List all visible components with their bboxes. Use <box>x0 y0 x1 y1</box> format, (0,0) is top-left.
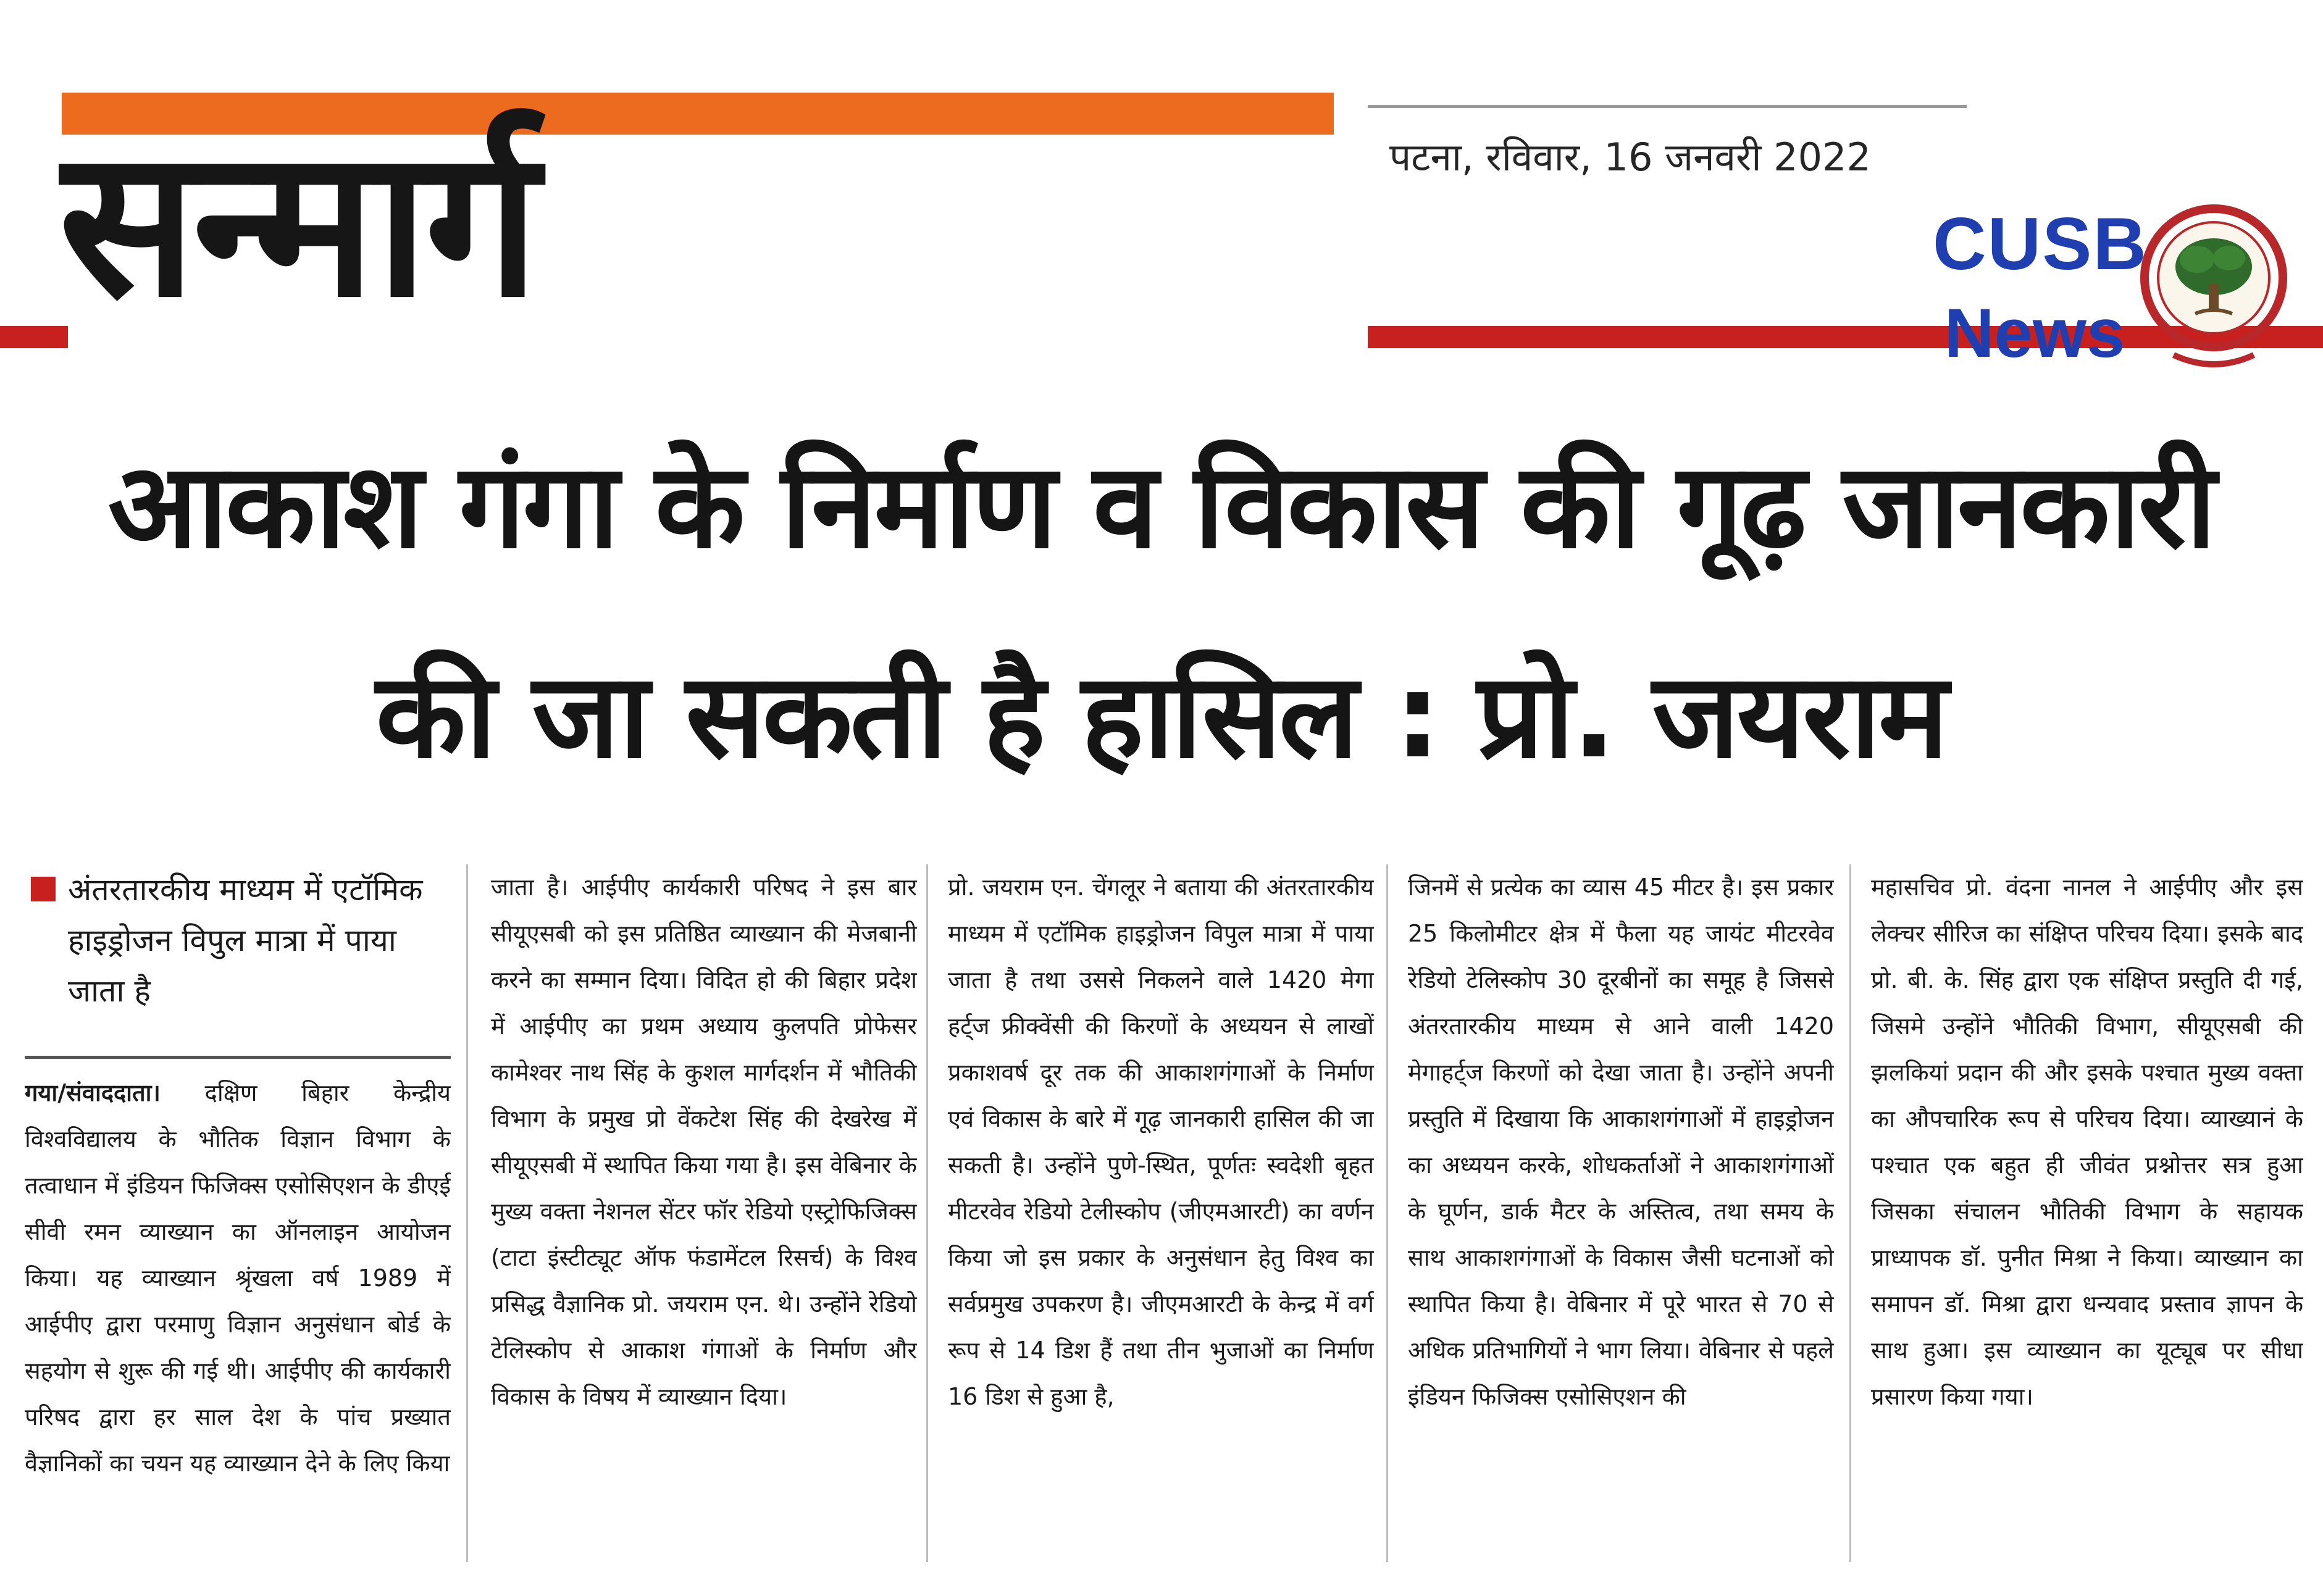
dateline-rule <box>1368 105 1967 108</box>
column-divider <box>1386 864 1388 1562</box>
column-divider <box>926 864 928 1562</box>
dateline: पटना, रविवार, 16 जनवरी 2022 <box>1389 135 1871 180</box>
article-column-1 <box>25 864 451 1568</box>
column-divider <box>1849 864 1851 1562</box>
university-seal-tree-icon <box>2137 198 2291 377</box>
deck-bullet-icon <box>31 877 56 901</box>
column-text: दक्षिण बिहार केन्द्रीय विश्वविद्यालय के भौतिक विज्ञान विभाग के तत्वाधान में इंडियन फिजिक्स एसोसिएशन के डीएई सीवी रमन व्याख्यान का ऑनलाइन आयोजन किया। यह व्याख्यान श्रृंखला वर्ष 1989 में आईपीए द्वारा परमाणु विज्ञान अनुसंधान बोर्ड के सहयोग से शुरू की गई थी। आईपीए की कार्यकारी परिषद द्वारा हर साल देश के पांच प्रख्यात वैज्ञानिकों का चयन यह व्याख्यान देने के लिए किया <box>25 1079 451 1477</box>
column-text: जिनमें से प्रत्येक का व्यास 45 मीटर है। इस प्रकार 25 किलोमीटर क्षेत्र में फैला यह जायंट मीटरवेव रेडियो टेलिस्कोप 30 दूरबीनों का समूह है जिससे अंतरतारकीय माध्यम से आने वाली 1420 मेगाहर्ट्ज किरणों को देखा जाता है। उन्होंने अपनी प्रस्तुति में दिखाया कि आकाशगंगाओं में हाइड्रोजन का अध्ययन करके, शोधकर्ताओं ने आकाशगंगाओं के घूर्णन, डार्क मैटर के अस्तित्व, तथा समय के साथ आकाशगंगाओं के विकास जैसी घटनाओं को स्थापित किया है। वेबिनार में पूरे भारत से 70 से अधिक प्रतिभागियों ने भाग लिया। वेबिनार से पहले इंडियन फिजिक्स एसोसिएशन की <box>1408 874 1834 1410</box>
column-divider <box>466 864 468 1562</box>
cusb-news-wordmark <box>1933 198 2148 377</box>
deck-text: अंतरतारकीय माध्यम में एटॉमिक हाइड्रोजन विपुल मात्रा में पाया जाता है <box>68 872 423 1009</box>
article-column-5 <box>1871 864 2303 1568</box>
masthead-red-rule-left <box>0 326 68 348</box>
headline-line-1: आकाश गंगा के निर्माण व विकास की गूढ़ जानकारी <box>107 438 2214 574</box>
headline-line-2: की जा सकती है हासिल : प्रो. जयराम <box>375 648 1946 784</box>
cusb-news-logo <box>1933 198 2266 383</box>
article-deck <box>25 864 451 1050</box>
article-body-text <box>25 1070 451 1487</box>
newspaper-masthead-title: सन्मार्ग <box>59 102 536 342</box>
byline: गया/संवाददाता। <box>25 1079 161 1106</box>
column-text: प्रो. जयराम एन. चेंगलूर ने बताया की अंतरतारकीय माध्यम में एटॉमिक हाइड्रोजन विपुल मात्रा में पाया जाता है तथा उससे निकलने वाले 1420 मेगा हर्ट्ज फ्रीक्वेंसी की किरणों के अध्ययन से लाखों प्रकाशवर्ष दूर तक की आकाशगंगाओं के निर्माण एवं विकास के बारे में गूढ़ जानकारी हासिल की जा सकती है। उन्होंने पुणे-स्थित, पूर्णतः स्वदेशी बृहत मीटरवेव रेडियो टेलीस्कोप (जीएमआरटी) का वर्णन किया जो इस प्रकार के अनुसंधान हेतु विश्व का सर्वप्रमुख उपकरण है। जीएमआरटी के केन्द्र में वर्ग रूप से 14 डिश हैं तथा तीन भुजाओं का निर्माण 16 डिश से हुआ है, <box>948 874 1374 1410</box>
article-column-3 <box>948 864 1374 1568</box>
article-column-4 <box>1408 864 1834 1568</box>
news-label: News <box>1944 295 2125 372</box>
deck-divider <box>25 1056 451 1059</box>
article-column-2 <box>491 864 917 1568</box>
column-text: महासचिव प्रो. वंदना नानल ने आईपीए और इस लेक्चर सीरिज का संक्षिप्त परिचय दिया। इसके बाद प्रो. बी. के. सिंह द्वारा एक संक्षिप्त प्रस्तुति दी गई, जिसमे उन्होंने भौतिकी विभाग, सीयूएसबी की झलकियां प्रदान की और इसके पश्चात मुख्य वक्ता का औपचारिक रूप से परिचय दिया। व्याख्यानं के पश्चात एक बहुत ही जीवंत प्रश्नोत्तर सत्र हुआ जिसका संचालन भौतिकी विभाग के सहायक प्राध्यापक डॉ. पुनीत मिश्रा ने किया। व्याख्यान का समापन डॉ. मिश्रा द्वारा धन्यवाद प्रस्ताव ज्ञापन के साथ हुआ। इस व्याख्यान का यूट्यूब पर सीधा प्रसारण किया गया। <box>1871 874 2303 1410</box>
column-text: जाता है। आईपीए कार्यकारी परिषद ने इस बार सीयूएसबी को इस प्रतिष्ठित व्याख्यान की मेजबानी करने का सम्मान दिया। विदित हो की बिहार प्रदेश में आईपीए का प्रथम अध्याय कुलपति प्रोफेसर कामेश्वर नाथ सिंह के कुशल मार्गदर्शन में भौतिकी विभाग के प्रमुख प्रो वेंकटेश सिंह की देखरेख में सीयूएसबी में स्थापित किया गया है। इस वेबिनार के मुख्य वक्ता नेशनल सेंटर फॉर रेडियो एस्ट्रोफिजिक्स (टाटा इंस्टीट्यूट ऑफ फंडामेंटल रिसर्च) के विश्व प्रसिद्ध वैज्ञानिक प्रो. जयराम एन. थे। उन्होंने रेडियो टेलिस्कोप से आकाश गंगाओं के निर्माण और विकास के विषय में व्याख्यान दिया। <box>491 874 917 1410</box>
cusb-label: CUSB <box>1933 203 2148 285</box>
